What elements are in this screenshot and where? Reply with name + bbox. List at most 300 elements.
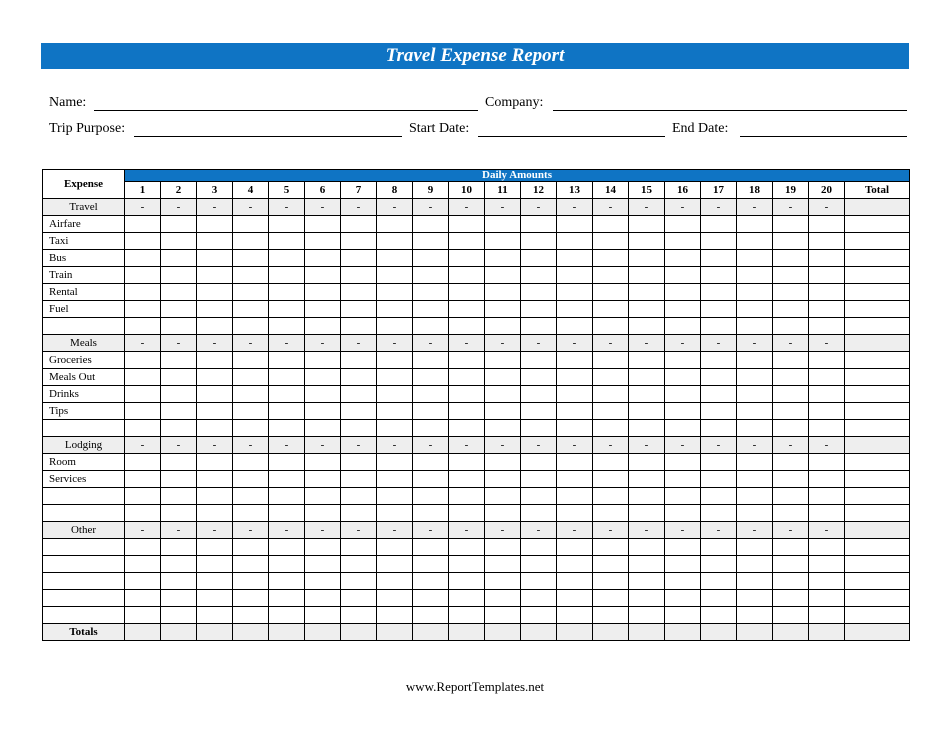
day-amount-cell[interactable] (737, 386, 773, 403)
day-amount-cell[interactable] (197, 454, 233, 471)
day-amount-cell[interactable] (197, 301, 233, 318)
day-amount-cell[interactable] (197, 607, 233, 624)
day-amount-cell[interactable] (773, 539, 809, 556)
day-amount-cell[interactable] (161, 386, 197, 403)
expense-item-name[interactable] (43, 539, 125, 556)
day-amount-cell[interactable] (341, 403, 377, 420)
totals-cell[interactable] (449, 624, 485, 641)
day-amount-cell[interactable] (341, 267, 377, 284)
day-amount-cell[interactable] (449, 556, 485, 573)
day-amount-cell[interactable] (269, 250, 305, 267)
totals-cell[interactable] (809, 624, 845, 641)
day-amount-cell[interactable] (665, 403, 701, 420)
day-amount-cell[interactable] (521, 539, 557, 556)
day-amount-cell[interactable] (809, 250, 845, 267)
day-amount-cell[interactable] (665, 267, 701, 284)
day-amount-cell[interactable] (377, 403, 413, 420)
expense-item-name[interactable] (43, 607, 125, 624)
day-amount-cell[interactable] (269, 369, 305, 386)
day-amount-cell[interactable] (629, 250, 665, 267)
day-amount-cell[interactable] (125, 369, 161, 386)
day-amount-cell[interactable] (233, 590, 269, 607)
day-amount-cell[interactable] (125, 505, 161, 522)
day-amount-cell[interactable] (521, 607, 557, 624)
day-amount-cell[interactable] (377, 216, 413, 233)
day-amount-cell[interactable] (341, 607, 377, 624)
day-amount-cell[interactable] (341, 471, 377, 488)
day-amount-cell[interactable] (341, 573, 377, 590)
day-amount-cell[interactable] (341, 216, 377, 233)
day-amount-cell[interactable] (161, 301, 197, 318)
day-amount-cell[interactable] (413, 301, 449, 318)
day-amount-cell[interactable] (413, 420, 449, 437)
day-amount-cell[interactable] (737, 539, 773, 556)
day-amount-cell[interactable] (485, 505, 521, 522)
day-amount-cell[interactable] (413, 369, 449, 386)
day-amount-cell[interactable] (809, 267, 845, 284)
day-amount-cell[interactable] (305, 505, 341, 522)
day-amount-cell[interactable] (305, 301, 341, 318)
footer-url[interactable]: www.ReportTemplates.net (405, 679, 545, 694)
day-amount-cell[interactable] (377, 233, 413, 250)
day-amount-cell[interactable] (341, 318, 377, 335)
day-amount-cell[interactable] (161, 250, 197, 267)
day-amount-cell[interactable] (665, 590, 701, 607)
day-amount-cell[interactable] (269, 284, 305, 301)
day-amount-cell[interactable] (773, 267, 809, 284)
day-amount-cell[interactable] (413, 403, 449, 420)
day-amount-cell[interactable] (449, 471, 485, 488)
day-amount-cell[interactable] (557, 573, 593, 590)
day-amount-cell[interactable] (161, 471, 197, 488)
day-amount-cell[interactable] (809, 301, 845, 318)
day-amount-cell[interactable] (521, 267, 557, 284)
day-amount-cell[interactable] (233, 352, 269, 369)
day-amount-cell[interactable] (737, 573, 773, 590)
day-amount-cell[interactable] (377, 590, 413, 607)
day-amount-cell[interactable] (305, 250, 341, 267)
day-amount-cell[interactable] (485, 216, 521, 233)
totals-cell[interactable] (197, 624, 233, 641)
day-amount-cell[interactable] (485, 267, 521, 284)
day-amount-cell[interactable] (809, 488, 845, 505)
row-total-cell[interactable] (845, 488, 910, 505)
day-amount-cell[interactable] (521, 403, 557, 420)
day-amount-cell[interactable] (773, 352, 809, 369)
day-amount-cell[interactable] (809, 386, 845, 403)
day-amount-cell[interactable] (593, 216, 629, 233)
day-amount-cell[interactable] (593, 488, 629, 505)
day-amount-cell[interactable] (269, 216, 305, 233)
day-amount-cell[interactable] (161, 216, 197, 233)
day-amount-cell[interactable] (125, 607, 161, 624)
day-amount-cell[interactable] (449, 505, 485, 522)
day-amount-cell[interactable] (413, 318, 449, 335)
day-amount-cell[interactable] (521, 352, 557, 369)
day-amount-cell[interactable] (341, 233, 377, 250)
day-amount-cell[interactable] (413, 556, 449, 573)
totals-cell[interactable] (485, 624, 521, 641)
day-amount-cell[interactable] (377, 573, 413, 590)
day-amount-cell[interactable] (377, 267, 413, 284)
day-amount-cell[interactable] (701, 573, 737, 590)
day-amount-cell[interactable] (557, 386, 593, 403)
day-amount-cell[interactable] (629, 386, 665, 403)
day-amount-cell[interactable] (161, 318, 197, 335)
day-amount-cell[interactable] (593, 301, 629, 318)
day-amount-cell[interactable] (485, 386, 521, 403)
day-amount-cell[interactable] (233, 250, 269, 267)
day-amount-cell[interactable] (773, 284, 809, 301)
day-amount-cell[interactable] (737, 369, 773, 386)
row-total-cell[interactable] (845, 267, 910, 284)
day-amount-cell[interactable] (161, 233, 197, 250)
day-amount-cell[interactable] (377, 488, 413, 505)
day-amount-cell[interactable] (629, 471, 665, 488)
day-amount-cell[interactable] (737, 233, 773, 250)
day-amount-cell[interactable] (557, 352, 593, 369)
day-amount-cell[interactable] (593, 573, 629, 590)
company-input-line[interactable] (553, 110, 907, 111)
day-amount-cell[interactable] (521, 250, 557, 267)
day-amount-cell[interactable] (485, 318, 521, 335)
expense-item-name[interactable] (43, 488, 125, 505)
day-amount-cell[interactable] (557, 505, 593, 522)
row-total-cell[interactable] (845, 284, 910, 301)
day-amount-cell[interactable] (809, 590, 845, 607)
day-amount-cell[interactable] (629, 573, 665, 590)
day-amount-cell[interactable] (629, 505, 665, 522)
day-amount-cell[interactable] (485, 250, 521, 267)
day-amount-cell[interactable] (269, 301, 305, 318)
day-amount-cell[interactable] (701, 352, 737, 369)
day-amount-cell[interactable] (377, 386, 413, 403)
day-amount-cell[interactable] (233, 505, 269, 522)
day-amount-cell[interactable] (809, 369, 845, 386)
day-amount-cell[interactable] (197, 369, 233, 386)
day-amount-cell[interactable] (197, 539, 233, 556)
day-amount-cell[interactable] (809, 216, 845, 233)
day-amount-cell[interactable] (305, 403, 341, 420)
totals-cell[interactable] (845, 624, 910, 641)
row-total-cell[interactable] (845, 420, 910, 437)
totals-cell[interactable] (737, 624, 773, 641)
row-total-cell[interactable] (845, 539, 910, 556)
day-amount-cell[interactable] (521, 318, 557, 335)
day-amount-cell[interactable] (629, 233, 665, 250)
day-amount-cell[interactable] (593, 505, 629, 522)
day-amount-cell[interactable] (161, 420, 197, 437)
day-amount-cell[interactable] (125, 471, 161, 488)
totals-cell[interactable] (161, 624, 197, 641)
day-amount-cell[interactable] (413, 216, 449, 233)
day-amount-cell[interactable] (629, 284, 665, 301)
day-amount-cell[interactable] (737, 318, 773, 335)
day-amount-cell[interactable] (233, 488, 269, 505)
day-amount-cell[interactable] (701, 386, 737, 403)
day-amount-cell[interactable] (161, 454, 197, 471)
day-amount-cell[interactable] (701, 233, 737, 250)
day-amount-cell[interactable] (809, 454, 845, 471)
day-amount-cell[interactable] (125, 556, 161, 573)
totals-cell[interactable] (269, 624, 305, 641)
day-amount-cell[interactable] (305, 216, 341, 233)
day-amount-cell[interactable] (665, 369, 701, 386)
day-amount-cell[interactable] (197, 505, 233, 522)
day-amount-cell[interactable] (521, 301, 557, 318)
day-amount-cell[interactable] (737, 284, 773, 301)
day-amount-cell[interactable] (521, 216, 557, 233)
day-amount-cell[interactable] (305, 420, 341, 437)
day-amount-cell[interactable] (197, 420, 233, 437)
day-amount-cell[interactable] (773, 216, 809, 233)
day-amount-cell[interactable] (413, 590, 449, 607)
day-amount-cell[interactable] (665, 471, 701, 488)
day-amount-cell[interactable] (485, 590, 521, 607)
day-amount-cell[interactable] (701, 454, 737, 471)
day-amount-cell[interactable] (161, 267, 197, 284)
day-amount-cell[interactable] (305, 471, 341, 488)
day-amount-cell[interactable] (233, 216, 269, 233)
day-amount-cell[interactable] (413, 573, 449, 590)
day-amount-cell[interactable] (125, 233, 161, 250)
day-amount-cell[interactable] (413, 267, 449, 284)
day-amount-cell[interactable] (485, 539, 521, 556)
day-amount-cell[interactable] (305, 556, 341, 573)
day-amount-cell[interactable] (629, 420, 665, 437)
day-amount-cell[interactable] (665, 318, 701, 335)
day-amount-cell[interactable] (233, 267, 269, 284)
day-amount-cell[interactable] (269, 420, 305, 437)
day-amount-cell[interactable] (413, 488, 449, 505)
day-amount-cell[interactable] (125, 386, 161, 403)
day-amount-cell[interactable] (557, 471, 593, 488)
day-amount-cell[interactable] (413, 386, 449, 403)
day-amount-cell[interactable] (629, 318, 665, 335)
totals-cell[interactable] (701, 624, 737, 641)
end-date-input-line[interactable] (740, 136, 907, 137)
day-amount-cell[interactable] (521, 420, 557, 437)
day-amount-cell[interactable] (125, 284, 161, 301)
day-amount-cell[interactable] (305, 267, 341, 284)
day-amount-cell[interactable] (557, 250, 593, 267)
day-amount-cell[interactable] (773, 471, 809, 488)
day-amount-cell[interactable] (773, 386, 809, 403)
day-amount-cell[interactable] (665, 233, 701, 250)
day-amount-cell[interactable] (197, 556, 233, 573)
day-amount-cell[interactable] (125, 420, 161, 437)
row-total-cell[interactable] (845, 556, 910, 573)
day-amount-cell[interactable] (269, 505, 305, 522)
day-amount-cell[interactable] (413, 539, 449, 556)
day-amount-cell[interactable] (773, 301, 809, 318)
day-amount-cell[interactable] (449, 590, 485, 607)
name-input-line[interactable] (94, 110, 478, 111)
day-amount-cell[interactable] (233, 420, 269, 437)
day-amount-cell[interactable] (665, 250, 701, 267)
day-amount-cell[interactable] (665, 301, 701, 318)
day-amount-cell[interactable] (197, 403, 233, 420)
day-amount-cell[interactable] (161, 369, 197, 386)
day-amount-cell[interactable] (485, 301, 521, 318)
day-amount-cell[interactable] (737, 420, 773, 437)
day-amount-cell[interactable] (629, 369, 665, 386)
day-amount-cell[interactable] (521, 454, 557, 471)
day-amount-cell[interactable] (773, 318, 809, 335)
day-amount-cell[interactable] (305, 454, 341, 471)
day-amount-cell[interactable] (809, 403, 845, 420)
day-amount-cell[interactable] (449, 284, 485, 301)
day-amount-cell[interactable] (269, 471, 305, 488)
day-amount-cell[interactable] (593, 369, 629, 386)
expense-item-name[interactable] (43, 318, 125, 335)
row-total-cell[interactable] (845, 454, 910, 471)
day-amount-cell[interactable] (485, 607, 521, 624)
day-amount-cell[interactable] (485, 488, 521, 505)
day-amount-cell[interactable] (233, 539, 269, 556)
day-amount-cell[interactable] (773, 233, 809, 250)
day-amount-cell[interactable] (809, 284, 845, 301)
day-amount-cell[interactable] (593, 607, 629, 624)
day-amount-cell[interactable] (269, 539, 305, 556)
day-amount-cell[interactable] (593, 352, 629, 369)
day-amount-cell[interactable] (341, 369, 377, 386)
day-amount-cell[interactable] (773, 505, 809, 522)
day-amount-cell[interactable] (341, 454, 377, 471)
day-amount-cell[interactable] (161, 352, 197, 369)
day-amount-cell[interactable] (161, 488, 197, 505)
day-amount-cell[interactable] (449, 267, 485, 284)
day-amount-cell[interactable] (125, 301, 161, 318)
day-amount-cell[interactable] (233, 386, 269, 403)
day-amount-cell[interactable] (125, 573, 161, 590)
day-amount-cell[interactable] (665, 284, 701, 301)
day-amount-cell[interactable] (305, 488, 341, 505)
day-amount-cell[interactable] (557, 539, 593, 556)
day-amount-cell[interactable] (413, 250, 449, 267)
day-amount-cell[interactable] (593, 539, 629, 556)
day-amount-cell[interactable] (809, 505, 845, 522)
day-amount-cell[interactable] (449, 216, 485, 233)
day-amount-cell[interactable] (521, 556, 557, 573)
day-amount-cell[interactable] (809, 539, 845, 556)
day-amount-cell[interactable] (521, 590, 557, 607)
day-amount-cell[interactable] (629, 556, 665, 573)
day-amount-cell[interactable] (701, 505, 737, 522)
expense-item-name[interactable] (43, 556, 125, 573)
day-amount-cell[interactable] (665, 352, 701, 369)
day-amount-cell[interactable] (737, 403, 773, 420)
day-amount-cell[interactable] (593, 318, 629, 335)
day-amount-cell[interactable] (737, 267, 773, 284)
day-amount-cell[interactable] (233, 369, 269, 386)
day-amount-cell[interactable] (233, 607, 269, 624)
day-amount-cell[interactable] (593, 250, 629, 267)
day-amount-cell[interactable] (377, 607, 413, 624)
day-amount-cell[interactable] (557, 488, 593, 505)
day-amount-cell[interactable] (341, 505, 377, 522)
day-amount-cell[interactable] (629, 539, 665, 556)
day-amount-cell[interactable] (521, 505, 557, 522)
totals-cell[interactable] (593, 624, 629, 641)
day-amount-cell[interactable] (125, 488, 161, 505)
day-amount-cell[interactable] (449, 488, 485, 505)
day-amount-cell[interactable] (341, 284, 377, 301)
day-amount-cell[interactable] (125, 539, 161, 556)
totals-cell[interactable] (665, 624, 701, 641)
start-date-input-line[interactable] (478, 136, 665, 137)
day-amount-cell[interactable] (449, 454, 485, 471)
day-amount-cell[interactable] (593, 556, 629, 573)
day-amount-cell[interactable] (125, 216, 161, 233)
day-amount-cell[interactable] (593, 471, 629, 488)
day-amount-cell[interactable] (125, 250, 161, 267)
day-amount-cell[interactable] (809, 471, 845, 488)
day-amount-cell[interactable] (665, 556, 701, 573)
day-amount-cell[interactable] (233, 403, 269, 420)
day-amount-cell[interactable] (629, 216, 665, 233)
day-amount-cell[interactable] (737, 505, 773, 522)
day-amount-cell[interactable] (557, 369, 593, 386)
day-amount-cell[interactable] (809, 233, 845, 250)
day-amount-cell[interactable] (125, 352, 161, 369)
day-amount-cell[interactable] (557, 607, 593, 624)
day-amount-cell[interactable] (341, 386, 377, 403)
day-amount-cell[interactable] (449, 607, 485, 624)
day-amount-cell[interactable] (701, 471, 737, 488)
day-amount-cell[interactable] (485, 233, 521, 250)
day-amount-cell[interactable] (773, 607, 809, 624)
day-amount-cell[interactable] (557, 233, 593, 250)
day-amount-cell[interactable] (557, 318, 593, 335)
row-total-cell[interactable] (845, 471, 910, 488)
day-amount-cell[interactable] (485, 420, 521, 437)
day-amount-cell[interactable] (161, 590, 197, 607)
day-amount-cell[interactable] (413, 607, 449, 624)
day-amount-cell[interactable] (161, 556, 197, 573)
day-amount-cell[interactable] (809, 573, 845, 590)
day-amount-cell[interactable] (629, 403, 665, 420)
day-amount-cell[interactable] (629, 607, 665, 624)
day-amount-cell[interactable] (593, 267, 629, 284)
day-amount-cell[interactable] (125, 454, 161, 471)
totals-cell[interactable] (557, 624, 593, 641)
day-amount-cell[interactable] (557, 454, 593, 471)
day-amount-cell[interactable] (197, 352, 233, 369)
day-amount-cell[interactable] (449, 403, 485, 420)
row-total-cell[interactable] (845, 505, 910, 522)
day-amount-cell[interactable] (449, 369, 485, 386)
row-total-cell[interactable] (845, 250, 910, 267)
totals-cell[interactable] (233, 624, 269, 641)
day-amount-cell[interactable] (773, 573, 809, 590)
day-amount-cell[interactable] (305, 386, 341, 403)
day-amount-cell[interactable] (269, 556, 305, 573)
day-amount-cell[interactable] (197, 216, 233, 233)
day-amount-cell[interactable] (341, 250, 377, 267)
row-total-cell[interactable] (845, 318, 910, 335)
row-total-cell[interactable] (845, 216, 910, 233)
day-amount-cell[interactable] (485, 352, 521, 369)
day-amount-cell[interactable] (197, 318, 233, 335)
day-amount-cell[interactable] (161, 607, 197, 624)
day-amount-cell[interactable] (665, 386, 701, 403)
row-total-cell[interactable] (845, 233, 910, 250)
day-amount-cell[interactable] (413, 352, 449, 369)
day-amount-cell[interactable] (449, 386, 485, 403)
day-amount-cell[interactable] (485, 403, 521, 420)
totals-cell[interactable] (521, 624, 557, 641)
